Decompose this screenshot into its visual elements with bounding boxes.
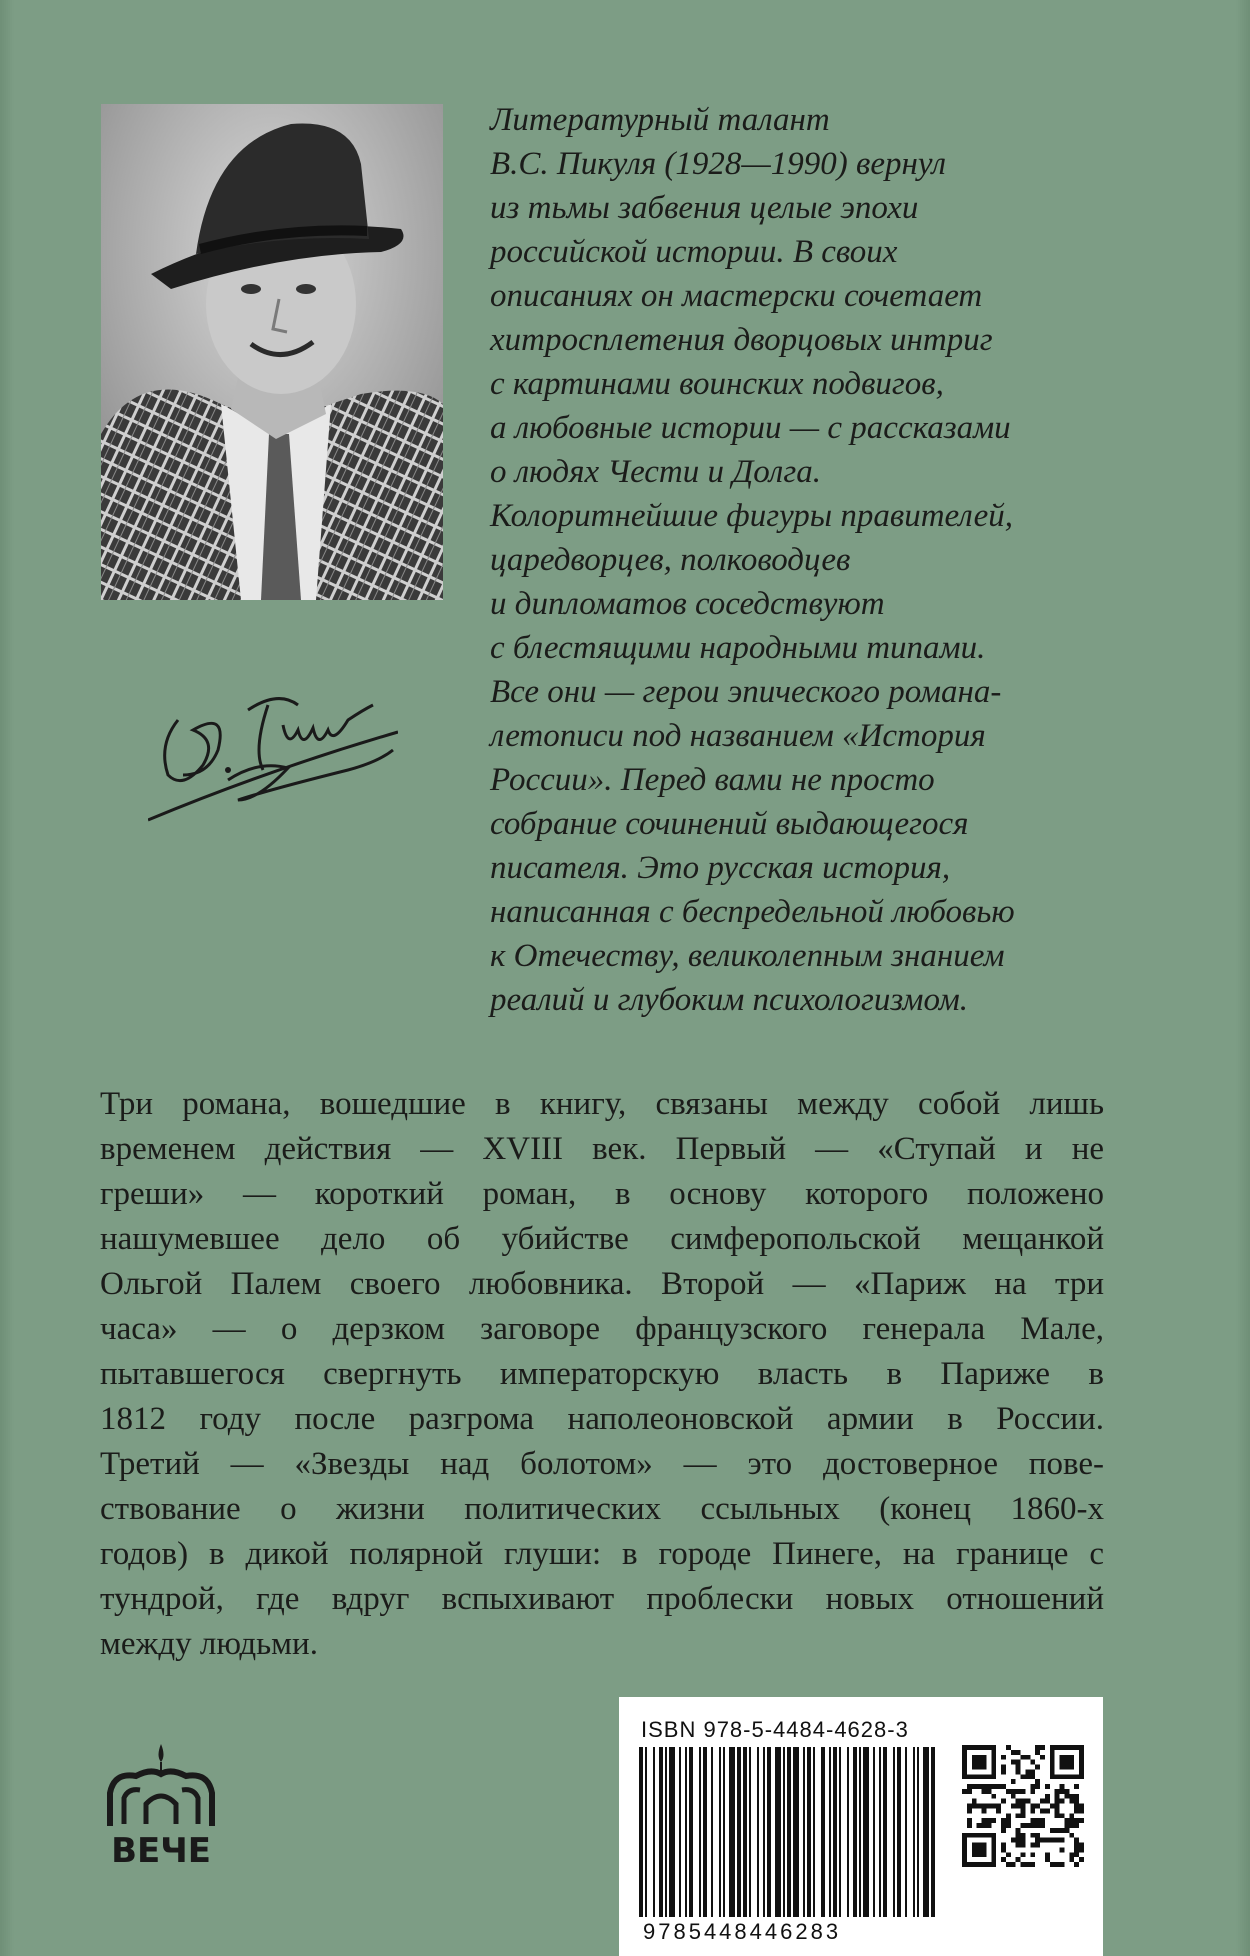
barcode-panel [619, 1697, 1103, 1956]
quote-line: из тьмы забвения целые эпохи [490, 190, 919, 226]
quote-line: с блестящими народными типами. [490, 630, 986, 666]
description-line: Ольгой Палем своего любовника. Второй — «Париж на три [100, 1266, 1104, 1302]
isbn-label: ISBN 978-5-4484-4628-3 [641, 1717, 909, 1742]
quote-line: о людях Чести и Долга. [490, 454, 821, 490]
quote-line: летописи под названием «История [490, 718, 986, 754]
quote-line: реалий и глубоким психологизмом. [490, 982, 969, 1018]
quote-line: а любовные истории — с рассказами [490, 410, 1011, 446]
quote-line: России». Перед вами не просто [490, 762, 935, 798]
quote-line: российской истории. В своих [490, 234, 898, 270]
quote-line: царедворцев, полководцев [490, 542, 851, 578]
publisher-logo [96, 1738, 226, 1868]
book-description [100, 1082, 1104, 1667]
description-line: греши» — короткий роман, в основу которого положено [100, 1176, 1104, 1212]
description-line: Три романа, вошедшие в книгу, связаны между собой лишь [100, 1086, 1104, 1122]
description-line: часа» — о дерзком заговоре французского генерала Мале, [100, 1311, 1104, 1347]
quote-line: и дипломатов соседствуют [490, 586, 885, 622]
description-line: годов) в дикой полярной глуши: в городе Пинеге, на границе с [100, 1536, 1104, 1572]
quote-line: к Отечеству, великолепным знанием [490, 938, 1005, 974]
description-line: нашумевшее дело об убийстве симферопольской мещанкой [100, 1221, 1104, 1257]
quote-line: описаниях он мастерски сочетает [490, 278, 983, 314]
quote-line: хитросплетения дворцовых интриг [490, 322, 993, 358]
quote-line: собрание сочинений выдающегося [490, 806, 969, 842]
author-quote [490, 98, 1130, 1022]
quote-line: писателя. Это русская история, [490, 850, 951, 886]
ean-barcode [637, 1747, 937, 1917]
quote-line: Все они — герои эпического романа- [490, 674, 1002, 710]
quote-line: написанная с беспредельной любовью [490, 894, 1015, 930]
quote-line: Колоритнейшие фигуры правителей, [490, 498, 1013, 534]
description-line: тундрой, где вдруг вспыхивают проблески новых отношений [100, 1581, 1104, 1617]
quote-line: с картинами воинских подвигов, [490, 366, 944, 402]
barcode-digits: 9785448446283 [643, 1919, 842, 1944]
description-line: Третий — «Звезды над болотом» — это достоверное пове- [100, 1446, 1104, 1482]
description-line: пытавшегося свергнуть императорскую власть в Париже в [100, 1356, 1104, 1392]
description-line: 1812 году после разгрома наполеоновской армии в России. [100, 1401, 1104, 1437]
qr-code [962, 1745, 1084, 1867]
author-portrait-photo [101, 104, 443, 600]
quote-line: Литературный талант [490, 102, 830, 138]
description-line: между людьми. [100, 1626, 318, 1662]
description-line: временем действия — XVIII век. Первый — «Ступай и не [100, 1131, 1104, 1167]
quote-line: В.С. Пикуля (1928—1990) вернул [490, 146, 946, 182]
author-signature [148, 650, 398, 825]
description-line: ствование о жизни политических ссыльных (конец 1860-х [100, 1491, 1104, 1527]
publisher-name: ВЕЧЕ [111, 1831, 211, 1868]
